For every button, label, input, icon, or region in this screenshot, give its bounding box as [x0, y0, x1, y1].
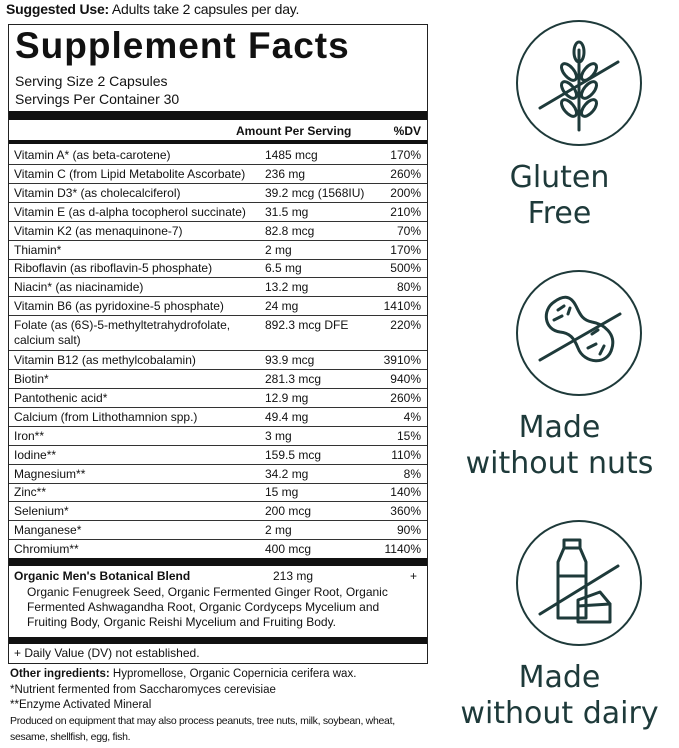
nutrient-amount: 892.3 mcg DFE [265, 318, 349, 333]
nutrient-amount: 2 mg [265, 242, 292, 257]
nutrient-amount: 12.9 mg [265, 390, 309, 405]
table-row [9, 408, 427, 427]
nutrient-dv: 90% [396, 523, 421, 538]
fermented-note: *Nutrient fermented from Saccharomyces cerevisiae [10, 684, 276, 696]
wheat-crossed-icon [518, 22, 640, 144]
nutrient-dv: 1410% [383, 299, 421, 314]
blend-divider [9, 558, 427, 566]
nutrient-name: Vitamin K2 (as menaquinone-7) [14, 223, 183, 238]
nutrient-dv: 170% [390, 148, 421, 162]
amount-per-serving-header: Amount Per Serving [236, 124, 352, 138]
enzyme-note: **Enzyme Activated Mineral [10, 699, 152, 711]
dairy-free-badge [516, 520, 642, 646]
dairy-free-label-2: without dairy [460, 696, 659, 731]
dairy-free-label-1: Made [518, 660, 601, 695]
nutrient-amount: 15 mg [265, 485, 299, 500]
header-divider [9, 140, 427, 144]
table-row [9, 446, 427, 465]
blend-dv: + [409, 569, 417, 583]
nutrient-amount: 281.3 mcg [265, 372, 322, 386]
nutrient-name: Vitamin B6 (as pyridoxine-5 phosphate) [14, 299, 224, 314]
nutrient-dv: 80% [396, 280, 421, 295]
dv-footnote: + Daily Value (DV) not established. [14, 646, 200, 660]
nutrient-amount: 13.2 mg [265, 280, 309, 295]
nutrient-name: Iodine** [14, 447, 57, 462]
supplement-facts-panel [8, 24, 428, 664]
nutrient-dv: 170% [390, 242, 421, 257]
nutrient-amount: 2 mg [265, 523, 292, 538]
nutrient-amount: 159.5 mcg [265, 447, 322, 462]
nutrient-dv: 15% [396, 428, 421, 443]
supplement-facts-title: Supplement Facts [15, 25, 350, 66]
nutrient-dv: 360% [390, 504, 421, 519]
nutrient-amount: 39.2 mcg (1568IU) [265, 185, 365, 200]
milk-cheese-icon [518, 522, 640, 644]
nutrient-amount: 236 mg [265, 166, 306, 181]
table-row [9, 351, 427, 370]
table-row [9, 521, 427, 540]
nutrient-dv: 3910% [383, 353, 421, 368]
nut-free-label-2: without nuts [465, 446, 654, 481]
nutrient-amount: 31.5 mg [265, 204, 309, 219]
nutrient-dv: 70% [396, 223, 421, 238]
suggested-use-text: Adults take 2 capsules per day. [109, 1, 300, 17]
nut-free-badge [516, 270, 642, 396]
servings-per-container: Servings Per Container 30 [15, 91, 180, 107]
allergen-line-2: sesame, shellfish, egg, fish. [10, 731, 131, 743]
nutrient-dv: 140% [390, 485, 421, 500]
table-row [9, 502, 427, 521]
nutrient-amount: 49.4 mg [265, 409, 309, 424]
gluten-free-label-1: Gluten [509, 160, 610, 195]
nutrient-dv: 110% [391, 447, 421, 462]
footer-divider [9, 637, 427, 644]
table-row [9, 389, 427, 408]
nutrient-dv: 1140% [384, 542, 421, 557]
nutrient-name: Calcium (from Lithothamnion spp.) [14, 409, 198, 424]
dv-header: %DV [393, 124, 421, 138]
nutrient-dv: 220% [390, 318, 421, 333]
nutrient-name: Riboflavin (as riboflavin-5 phosphate) [14, 261, 213, 276]
table-row [9, 165, 427, 184]
thick-divider [9, 111, 427, 120]
table-row [9, 241, 427, 260]
table-row [9, 259, 427, 278]
gluten-free-label-2: Free [527, 196, 592, 231]
table-row [9, 222, 427, 241]
nutrient-name: Pantothenic acid* [14, 390, 108, 405]
table-row [9, 297, 427, 316]
nutrient-amount: 400 mcg [265, 542, 312, 557]
nutrient-name: Chromium** [14, 542, 79, 557]
suggested-use-label: Suggested Use: [6, 1, 109, 17]
nutrient-name: Vitamin C (from Lipid Metabolite Ascorbate) [14, 166, 246, 181]
nutrient-name: Biotin* [14, 372, 49, 386]
other-ingredients-text: Hypromellose, Organic Copernicia cerifera wax. [109, 668, 357, 680]
table-row [9, 465, 427, 484]
nutrient-name: Niacin* (as niacinamide) [14, 280, 144, 295]
table-row [9, 184, 427, 203]
nutrient-dv: 500% [390, 261, 421, 276]
nutrient-amount: 93.9 mcg [265, 353, 315, 368]
nutrient-name: Selenium* [14, 504, 69, 519]
nutrient-amount: 200 mcg [265, 504, 312, 519]
nutrient-name: Magnesium** [14, 466, 86, 481]
nutrient-name: Manganese* [14, 523, 82, 538]
nutrient-name: Vitamin B12 (as methylcobalamin) [14, 353, 196, 368]
nutrient-dv: 940% [390, 372, 421, 386]
peanut-crossed-icon [518, 272, 640, 394]
nutrient-amount: 1485 mcg [265, 148, 318, 162]
table-row [9, 540, 427, 559]
allergen-line-1: Produced on equipment that may also process peanuts, tree nuts, milk, soybean, wheat, [10, 715, 395, 727]
other-ingredients [10, 668, 356, 680]
table-row [9, 427, 427, 446]
gluten-free-badge [516, 20, 642, 146]
nutrient-name: Vitamin D3* (as cholecalciferol) [14, 185, 181, 200]
nutrient-dv: 260% [390, 166, 421, 181]
nutrient-dv: 210% [390, 204, 421, 219]
other-ingredients-label: Other ingredients: [10, 668, 110, 680]
nutrient-amount: 82.8 mcg [265, 223, 315, 238]
nutrient-name: Vitamin A* (as beta-carotene) [14, 148, 171, 162]
suggested-use [6, 1, 299, 17]
table-row [9, 146, 427, 165]
serving-size: Serving Size 2 Capsules [15, 73, 168, 89]
nutrient-dv: 4% [403, 409, 421, 424]
blend-title: Organic Men's Botanical Blend [14, 569, 191, 583]
table-row [9, 203, 427, 222]
table-row [9, 370, 427, 389]
nutrient-amount: 6.5 mg [265, 261, 302, 276]
nutrient-dv: 8% [403, 466, 421, 481]
nut-free-label-1: Made [518, 410, 601, 445]
nutrient-amount: 3 mg [265, 428, 292, 443]
table-row [9, 483, 427, 502]
table-row [9, 278, 427, 297]
nutrient-name: Folate (as (6S)-5-methyltetrahydrofolate, calcium salt) [14, 318, 231, 348]
nutrient-dv: 200% [390, 185, 421, 200]
nutrient-amount: 24 mg [265, 299, 299, 314]
nutrient-amount: 34.2 mg [265, 466, 309, 481]
nutrient-name: Zinc** [14, 485, 47, 500]
blend-amount: 213 mg [273, 569, 314, 583]
nutrient-name: Iron** [14, 428, 45, 443]
table-row [9, 316, 427, 351]
nutrient-name: Thiamin* [14, 242, 62, 257]
nutrient-name: Vitamin E (as d-alpha tocopherol succinate) [14, 204, 246, 219]
blend-ingredients: Organic Fenugreek Seed, Organic Fermented Ginger Root, Organic Fermented Ashwagandha Root, Organic Cordyceps Mycelium and Fruiting Body, Organic Reishi Mycelium and Fruiting Body. [27, 585, 388, 629]
nutrient-dv: 260% [390, 390, 421, 405]
